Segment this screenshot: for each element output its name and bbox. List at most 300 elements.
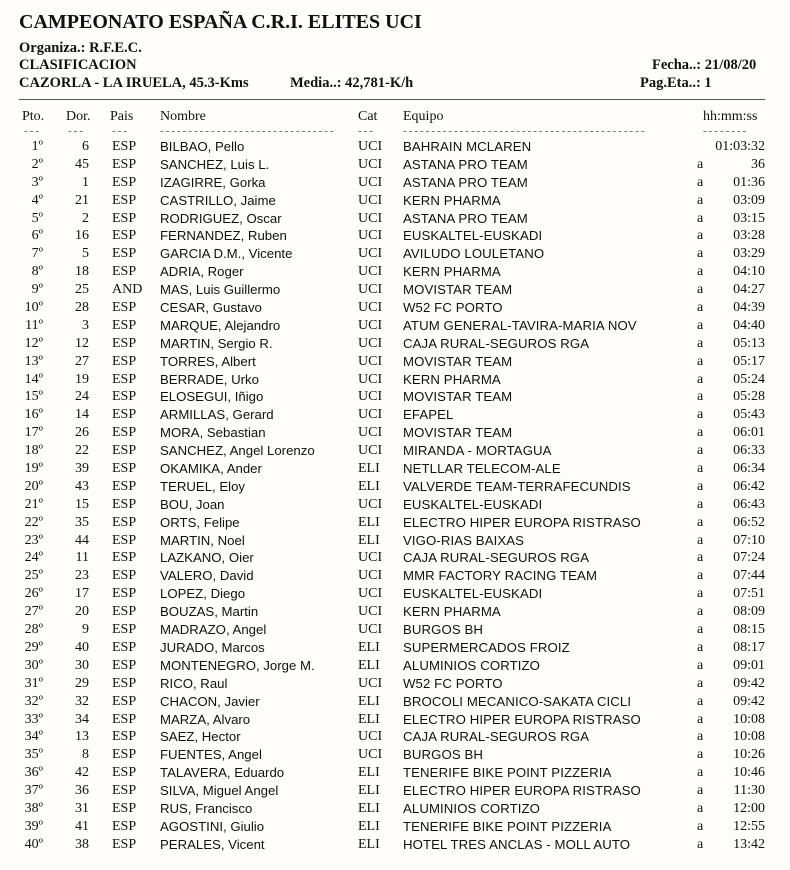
cell-country: ESP: [112, 675, 137, 691]
cell-gap-marker: a: [697, 693, 704, 709]
cell-country: ESP: [112, 800, 137, 816]
cell-bib: 23: [75, 568, 89, 584]
cell-country: ESP: [112, 317, 137, 333]
cell-time: 03:29: [733, 246, 765, 262]
stage-label: CAZORLA - LA IRUELA, 45.3-Kms: [19, 75, 249, 91]
cell-country: ESP: [112, 586, 137, 602]
cell-position: 26º: [24, 586, 43, 602]
cell-team: MOVISTAR TEAM: [403, 389, 513, 405]
cell-position: 28º: [24, 622, 43, 638]
cell-rider-name: MADRAZO, Angel: [160, 622, 267, 638]
cell-team: VALVERDE TEAM-TERRAFECUNDIS: [403, 478, 631, 494]
cell-time: 10:46: [733, 765, 765, 781]
cell-country: ESP: [112, 783, 137, 799]
cell-bib: 28: [75, 300, 89, 316]
cell-bib: 12: [75, 335, 89, 351]
cell-position: 34º: [24, 729, 43, 745]
cell-rider-name: MORA, Sebastian: [160, 425, 266, 441]
cell-time: 08:15: [733, 622, 765, 638]
cell-gap-marker: a: [697, 675, 704, 691]
cell-rider-name: SAEZ, Hector: [160, 729, 241, 745]
cell-position: 19º: [24, 461, 43, 477]
cell-category: ELI: [358, 657, 380, 673]
table-row: [0, 657, 790, 675]
table-row: [0, 603, 790, 621]
cell-bib: 45: [75, 156, 89, 172]
table-row: [0, 836, 790, 854]
cell-bib: 24: [75, 389, 89, 405]
cell-category: ELI: [358, 711, 380, 727]
cell-team: KERN PHARMA: [403, 264, 501, 280]
cell-bib: 5: [82, 246, 89, 262]
cell-bib: 18: [75, 264, 89, 280]
table-row: [0, 567, 790, 585]
cell-gap-marker: a: [697, 371, 704, 387]
cell-team: TENERIFE BIKE POINT PIZZERIA: [403, 818, 612, 834]
cell-position: 23º: [24, 532, 43, 548]
cell-position: 16º: [24, 407, 43, 423]
cell-bib: 3: [82, 317, 89, 333]
table-row: [0, 532, 790, 550]
cell-country: ESP: [112, 711, 137, 727]
cell-bib: 13: [75, 729, 89, 745]
cell-time: 13:42: [733, 836, 765, 852]
cell-bib: 40: [75, 639, 89, 655]
cell-country: ESP: [112, 246, 137, 262]
cell-category: ELI: [358, 478, 380, 494]
cell-gap-marker: a: [697, 282, 704, 298]
cell-country: ESP: [112, 371, 137, 387]
table-row: [0, 478, 790, 496]
cell-rider-name: GARCIA D.M., Vicente: [160, 246, 293, 262]
cell-country: ESP: [112, 622, 137, 638]
cell-team: CAJA RURAL-SEGUROS RGA: [403, 335, 590, 351]
cell-time: 05:13: [733, 335, 765, 351]
cell-category: ELI: [358, 514, 380, 530]
cell-country: ESP: [112, 568, 137, 584]
cell-team: CAJA RURAL-SEGUROS RGA: [403, 550, 590, 566]
cell-team: ALUMINIOS CORTIZO: [403, 800, 541, 816]
cell-bib: 38: [75, 836, 89, 852]
table-row: [0, 496, 790, 514]
cell-team: W52 FC PORTO: [403, 675, 503, 691]
cell-category: UCI: [358, 675, 383, 691]
cell-position: 2º: [31, 156, 43, 172]
cell-rider-name: PERALES, Vicent: [160, 836, 265, 852]
cell-team: SUPERMERCADOS FROIZ: [403, 639, 570, 655]
cell-team: HOTEL TRES ANCLAS - MOLL AUTO: [403, 836, 631, 852]
cell-category: ELI: [358, 818, 380, 834]
cell-rider-name: BERRADE, Urko: [160, 371, 259, 387]
cell-time: 01:36: [733, 174, 765, 190]
cell-bib: 31: [75, 800, 89, 816]
table-row: [0, 281, 790, 299]
dash-cat: ---: [358, 127, 375, 137]
cell-gap-marker: a: [697, 317, 704, 333]
results-table: [0, 138, 790, 854]
cell-gap-marker: a: [697, 783, 704, 799]
cell-time: 08:17: [733, 639, 765, 655]
table-row: [0, 424, 790, 442]
cell-position: 13º: [24, 353, 43, 369]
cell-country: ESP: [112, 300, 137, 316]
col-time: hh:mm:ss: [703, 109, 758, 124]
table-row: [0, 138, 790, 156]
cell-gap-marker: a: [697, 174, 704, 190]
cell-rider-name: ELOSEGUI, Iñigo: [160, 389, 264, 405]
table-row: [0, 585, 790, 603]
cell-country: ESP: [112, 639, 137, 655]
cell-category: UCI: [358, 317, 383, 333]
table-row: [0, 746, 790, 764]
table-row: [0, 335, 790, 353]
cell-country: ESP: [112, 264, 137, 280]
average-speed-label: Media..: 42,781-K/h: [290, 75, 414, 91]
cell-category: UCI: [358, 300, 383, 316]
table-row: [0, 245, 790, 263]
table-row: [0, 210, 790, 228]
cell-bib: 36: [75, 783, 89, 799]
cell-gap-marker: a: [697, 478, 704, 494]
cell-position: 18º: [24, 443, 43, 459]
cell-team: VIGO-RIAS BAIXAS: [403, 532, 525, 548]
cell-bib: 27: [75, 353, 89, 369]
cell-position: 3º: [31, 174, 43, 190]
cell-team: EFAPEL: [403, 407, 454, 423]
cell-position: 29º: [24, 639, 43, 655]
cell-time: 03:09: [733, 192, 765, 208]
cell-team: BURGOS BH: [403, 747, 484, 763]
cell-gap-marker: a: [697, 210, 704, 226]
cell-position: 32º: [24, 693, 43, 709]
cell-rider-name: ARMILLAS, Gerard: [160, 407, 274, 423]
cell-team: ATUM GENERAL-TAVIRA-MARIA NOV: [403, 317, 637, 333]
cell-bib: 17: [75, 586, 89, 602]
cell-position: 15º: [24, 389, 43, 405]
cell-time: 09:42: [733, 675, 765, 691]
cell-position: 24º: [24, 550, 43, 566]
cell-bib: 42: [75, 765, 89, 781]
cell-country: ESP: [112, 425, 137, 441]
cell-team: CAJA RURAL-SEGUROS RGA: [403, 729, 590, 745]
cell-position: 36º: [24, 765, 43, 781]
cell-bib: 41: [75, 818, 89, 834]
table-row: [0, 406, 790, 424]
cell-category: UCI: [358, 371, 383, 387]
cell-rider-name: MONTENEGRO, Jorge M.: [160, 657, 315, 673]
cell-rider-name: BOUZAS, Martin: [160, 604, 259, 620]
cell-category: UCI: [358, 264, 383, 280]
cell-bib: 15: [75, 496, 89, 512]
table-row: [0, 800, 790, 818]
table-row: [0, 728, 790, 746]
cell-time: 06:42: [733, 478, 765, 494]
cell-time: 12:55: [733, 818, 765, 834]
cell-time: 01:03:32: [715, 139, 765, 154]
cell-time: 11:30: [733, 783, 765, 799]
cell-category: UCI: [358, 550, 383, 566]
cell-rider-name: VALERO, David: [160, 568, 254, 584]
cell-team: KERN PHARMA: [403, 604, 501, 620]
cell-category: UCI: [358, 246, 383, 262]
cell-rider-name: ORTS, Felipe: [160, 514, 240, 530]
cell-time: 06:01: [733, 425, 765, 441]
cell-bib: 2: [82, 210, 89, 226]
cell-team: TENERIFE BIKE POINT PIZZERIA: [403, 765, 612, 781]
cell-position: 12º: [24, 335, 43, 351]
cell-time: 03:15: [733, 210, 765, 226]
cell-category: UCI: [358, 496, 383, 512]
cell-bib: 25: [75, 282, 89, 298]
cell-rider-name: SANCHEZ, Luis L.: [160, 156, 270, 172]
cell-gap-marker: a: [697, 335, 704, 351]
cell-category: ELI: [358, 532, 380, 548]
table-row: [0, 388, 790, 406]
cell-rider-name: TERUEL, Eloy: [160, 478, 246, 494]
cell-gap-marker: a: [697, 425, 704, 441]
cell-position: 40º: [24, 836, 43, 852]
cell-position: 21º: [24, 496, 43, 512]
cell-category: UCI: [358, 568, 383, 584]
cell-team: ALUMINIOS CORTIZO: [403, 657, 541, 673]
cell-country: ESP: [112, 335, 137, 351]
cell-gap-marker: a: [697, 246, 704, 262]
cell-bib: 29: [75, 675, 89, 691]
cell-gap-marker: a: [697, 836, 704, 852]
cell-country: ESP: [112, 389, 137, 405]
cell-rider-name: AGOSTINI, Giulio: [160, 818, 265, 834]
cell-country: ESP: [112, 765, 137, 781]
col-equipo: Equipo: [403, 109, 444, 124]
cell-country: ESP: [112, 210, 137, 226]
cell-rider-name: RODRIGUEZ, Oscar: [160, 210, 282, 226]
cell-team: MOVISTAR TEAM: [403, 353, 513, 369]
cell-country: ESP: [112, 836, 137, 852]
cell-time: 36: [751, 156, 765, 172]
cell-gap-marker: a: [697, 353, 704, 369]
cell-gap-marker: a: [697, 389, 704, 405]
cell-time: 04:27: [733, 282, 765, 298]
cell-team: ELECTRO HIPER EUROPA RISTRASO: [403, 783, 641, 799]
cell-category: UCI: [358, 604, 383, 620]
cell-category: ELI: [358, 461, 380, 477]
cell-position: 11º: [25, 317, 43, 333]
cell-country: ESP: [112, 353, 137, 369]
cell-time: 10:26: [733, 747, 765, 763]
cell-team: KERN PHARMA: [403, 192, 501, 208]
cell-rider-name: MAS, Luis Guillermo: [160, 282, 281, 298]
cell-country: AND: [112, 282, 143, 298]
cell-bib: 44: [75, 532, 89, 548]
cell-category: UCI: [358, 139, 383, 154]
cell-category: ELI: [358, 800, 380, 816]
cell-bib: 34: [75, 711, 89, 727]
cell-gap-marker: a: [697, 622, 704, 638]
cell-position: 5º: [31, 210, 43, 226]
cell-gap-marker: a: [697, 228, 704, 244]
cell-team: ELECTRO HIPER EUROPA RISTRASO: [403, 514, 641, 530]
cell-time: 09:42: [733, 693, 765, 709]
cell-rider-name: IZAGIRRE, Gorka: [160, 174, 266, 190]
cell-gap-marker: a: [697, 532, 704, 548]
cell-country: ESP: [112, 156, 137, 172]
cell-rider-name: LAZKANO, Oier: [160, 550, 254, 566]
cell-team: AVILUDO LOULETANO: [403, 246, 545, 262]
cell-bib: 19: [75, 371, 89, 387]
cell-bib: 11: [75, 550, 89, 566]
cell-category: UCI: [358, 586, 383, 602]
cell-bib: 35: [75, 514, 89, 530]
cell-country: ESP: [112, 657, 137, 673]
table-row: [0, 299, 790, 317]
cell-position: 39º: [24, 818, 43, 834]
cell-time: 04:10: [733, 264, 765, 280]
cell-team: EUSKALTEL-EUSKADI: [403, 586, 543, 602]
cell-time: 10:08: [733, 711, 765, 727]
col-pos: Pto.: [22, 109, 45, 124]
cell-bib: 32: [75, 693, 89, 709]
cell-rider-name: FUENTES, Angel: [160, 747, 262, 763]
cell-time: 07:24: [733, 550, 765, 566]
cell-gap-marker: a: [697, 818, 704, 834]
cell-country: ESP: [112, 514, 137, 530]
dash-nombre: -------------------------------: [160, 127, 336, 137]
cell-country: ESP: [112, 747, 137, 763]
table-row: [0, 156, 790, 174]
cell-category: ELI: [358, 836, 380, 852]
cell-position: 7º: [31, 246, 43, 262]
cell-position: 14º: [24, 371, 43, 387]
column-headers: [0, 109, 790, 127]
table-row: [0, 818, 790, 836]
cell-category: UCI: [358, 156, 383, 172]
table-row: [0, 227, 790, 245]
table-row: [0, 693, 790, 711]
cell-country: ESP: [112, 139, 137, 154]
cell-time: 07:10: [733, 532, 765, 548]
cell-rider-name: MARTIN, Sergio R.: [160, 335, 273, 351]
cell-team: EUSKALTEL-EUSKADI: [403, 496, 543, 512]
page-title: CAMPEONATO ESPAÑA C.R.I. ELITES UCI: [19, 11, 422, 33]
cell-team: BROCOLI MECANICO-SAKATA CICLI: [403, 693, 632, 709]
cell-rider-name: MARZA, Alvaro: [160, 711, 251, 727]
cell-country: ESP: [112, 174, 137, 190]
cell-rider-name: CESAR, Gustavo: [160, 300, 262, 316]
cell-team: ASTANA PRO TEAM: [403, 156, 528, 172]
cell-team: ASTANA PRO TEAM: [403, 210, 528, 226]
cell-category: ELI: [358, 639, 380, 655]
table-row: [0, 263, 790, 281]
table-row: [0, 549, 790, 567]
cell-country: ESP: [112, 461, 137, 477]
cell-time: 05:43: [733, 407, 765, 423]
table-row: [0, 460, 790, 478]
cell-gap-marker: a: [697, 264, 704, 280]
cell-category: UCI: [358, 443, 383, 459]
cell-time: 05:17: [733, 353, 765, 369]
cell-rider-name: TORRES, Albert: [160, 353, 256, 369]
cell-country: ESP: [112, 729, 137, 745]
cell-team: KERN PHARMA: [403, 371, 501, 387]
cell-gap-marker: a: [697, 639, 704, 655]
cell-time: 03:28: [733, 228, 765, 244]
cell-bib: 30: [75, 657, 89, 673]
cell-gap-marker: a: [697, 657, 704, 673]
cell-category: UCI: [358, 425, 383, 441]
cell-country: ESP: [112, 818, 137, 834]
cell-gap-marker: a: [697, 604, 704, 620]
cell-bib: 20: [75, 604, 89, 620]
cell-position: 1º: [31, 139, 43, 154]
page-number-label: Pag.Eta..: 1: [640, 75, 712, 91]
cell-position: 9º: [31, 282, 43, 298]
cell-rider-name: CASTRILLO, Jaime: [160, 192, 276, 208]
cell-category: UCI: [358, 407, 383, 423]
cell-position: 33º: [24, 711, 43, 727]
cell-position: 27º: [24, 604, 43, 620]
col-pais: Pais: [110, 109, 134, 124]
cell-bib: 8: [82, 747, 89, 763]
cell-team: MOVISTAR TEAM: [403, 425, 513, 441]
dash-equipo: -------------------------------------------: [403, 127, 647, 137]
table-row: [0, 675, 790, 693]
cell-team: BAHRAIN MCLAREN: [403, 139, 532, 154]
cell-rider-name: BOU, Joan: [160, 496, 225, 512]
cell-position: 35º: [24, 747, 43, 763]
cell-position: 37º: [24, 783, 43, 799]
dash-dor: ---: [68, 127, 85, 137]
cell-time: 04:39: [733, 300, 765, 316]
cell-country: ESP: [112, 407, 137, 423]
dash-pais: ---: [112, 127, 129, 137]
cell-country: ESP: [112, 532, 137, 548]
cell-gap-marker: a: [697, 711, 704, 727]
col-cat: Cat: [358, 109, 378, 124]
cell-time: 05:24: [733, 371, 765, 387]
cell-gap-marker: a: [697, 156, 704, 172]
cell-bib: 43: [75, 478, 89, 494]
cell-time: 07:51: [733, 586, 765, 602]
cell-gap-marker: a: [697, 300, 704, 316]
cell-rider-name: ADRIA, Roger: [160, 264, 244, 280]
cell-gap-marker: a: [697, 443, 704, 459]
cell-gap-marker: a: [697, 407, 704, 423]
cell-team: BURGOS BH: [403, 622, 484, 638]
col-nombre: Nombre: [160, 109, 206, 124]
cell-rider-name: OKAMIKA, Ander: [160, 461, 262, 477]
cell-position: 17º: [24, 425, 43, 441]
dash-pos: ---: [24, 127, 41, 137]
cell-category: UCI: [358, 174, 383, 190]
cell-gap-marker: a: [697, 192, 704, 208]
cell-team: MOVISTAR TEAM: [403, 282, 513, 298]
cell-position: 25º: [24, 568, 43, 584]
cell-team: EUSKALTEL-EUSKADI: [403, 228, 543, 244]
col-dor: Dor.: [66, 109, 91, 124]
cell-category: ELI: [358, 693, 380, 709]
cell-gap-marker: a: [697, 747, 704, 763]
table-row: [0, 514, 790, 532]
cell-time: 07:44: [733, 568, 765, 584]
cell-team: ELECTRO HIPER EUROPA RISTRASO: [403, 711, 641, 727]
cell-rider-name: RICO, Raul: [160, 675, 228, 691]
table-row: [0, 639, 790, 657]
cell-rider-name: BILBAO, Pello: [160, 139, 245, 154]
cell-team: W52 FC PORTO: [403, 300, 503, 316]
cell-team: NETLLAR TELECOM-ALE: [403, 461, 561, 477]
cell-category: UCI: [358, 282, 383, 298]
cell-time: 12:00: [733, 800, 765, 816]
